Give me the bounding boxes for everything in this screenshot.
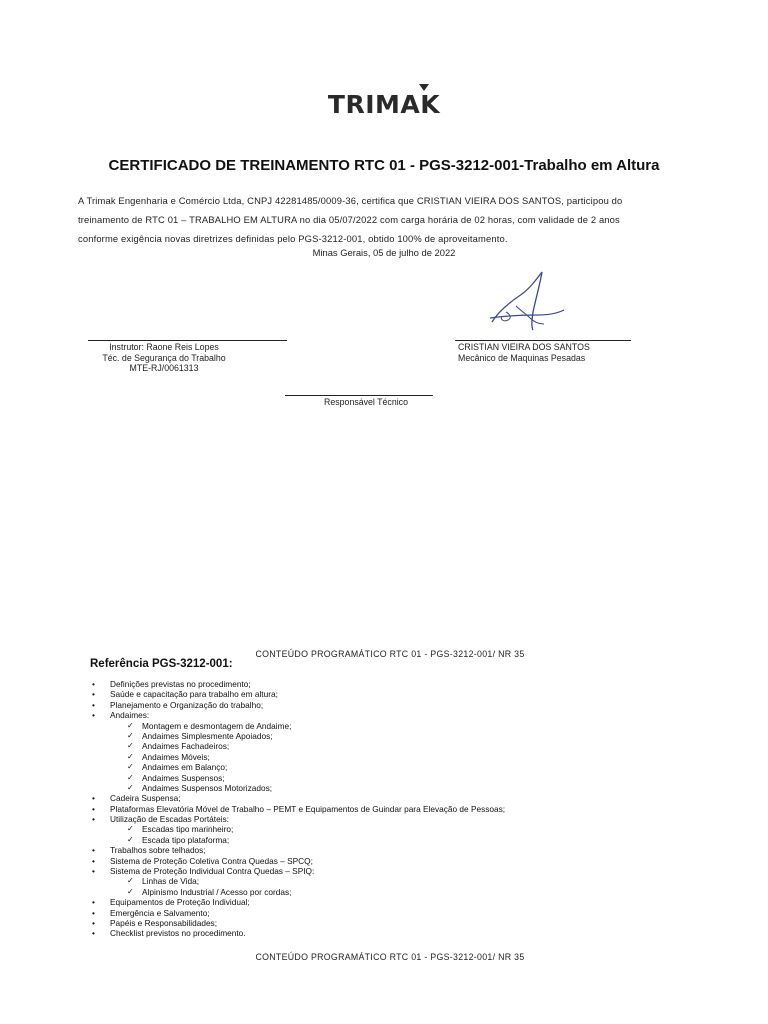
list-item-text: Trabalhos sobre telhados; [110,845,206,856]
list-item-text: Andaimes Suspensos Motorizados; [142,782,273,793]
instructor-signature-block [64,342,264,374]
instructor-role: Téc. de Segurança do Trabalho [102,352,226,363]
bullet-icon: • [92,699,95,710]
list-item-text: Papéis e Responsabilidades; [110,917,218,928]
list-item [88,752,505,762]
list-item [88,721,505,731]
logo-accent-icon [419,84,429,91]
list-item [88,700,505,710]
list-item-text: Checklist previstos no procedimento. [110,928,246,939]
bullet-icon: • [92,793,95,804]
logo-text: TRIMAK [327,90,441,119]
list-item [88,866,505,876]
list-item [88,897,505,907]
list-item [88,928,505,938]
list-item-text: Andaimes Simplesmente Apoiados; [142,730,273,741]
instructor-signature-line [88,340,287,341]
list-item [88,845,505,855]
bullet-icon: • [92,710,95,721]
participant-signature-line [455,340,631,341]
list-item [88,741,505,751]
list-item [88,887,505,897]
list-item [88,689,505,699]
check-icon: ✓ [127,834,134,844]
list-item-text: Escada tipo plataforma; [142,834,230,845]
bullet-icon: • [92,689,95,700]
list-item-text: Cadeira Suspensa; [110,793,181,804]
company-logo [0,90,768,119]
bullet-icon: • [92,907,95,918]
list-item-text: Definições previstas no procedimento; [110,679,251,689]
check-icon: ✓ [127,751,134,761]
check-icon: ✓ [127,762,134,772]
technical-signature-block [266,397,466,408]
bullet-icon: • [92,917,95,928]
check-icon: ✓ [127,886,134,896]
paragraph-line: treinamento de RTC 01 – TRABALHO EM ALTURA no dia 05/07/2022 com carga horária de 02 horas, com validade de 2 anos [78,214,620,225]
bullet-icon: • [92,866,95,877]
bullet-icon: • [92,897,95,908]
check-icon: ✓ [127,824,134,834]
certificate-paragraph [78,191,653,248]
list-item-text: Montagem e desmontagem de Andaime; [142,720,292,731]
list-item [88,804,505,814]
list-item [88,679,505,689]
list-item-text: Sistema de Proteção Coletiva Contra Quedas – SPCQ; [110,855,313,866]
list-item-text: Andaimes em Balanço; [142,762,228,773]
list-item [88,773,505,783]
program-heading: CONTEÚDO PROGRAMÁTICO RTC 01 - PGS-3212-001/ NR 35 [255,649,525,659]
bullet-icon: • [92,928,95,939]
bullet-icon: • [92,679,95,689]
instructor-name: Instrutor: Raone Reis Lopes [109,342,219,352]
check-icon: ✓ [127,730,134,740]
list-item-text: Plataformas Elevatória Móvel de Trabalho – PEMT e Equipamentos de Guindar para Elevação de Pessoas; [110,803,506,814]
list-item [88,783,505,793]
technical-signature-line [285,395,433,396]
check-icon: ✓ [127,772,134,782]
handwritten-signature [486,268,566,334]
list-item-text: Andaimes Suspensos; [142,772,225,783]
certificate-title: CERTIFICADO DE TREINAMENTO RTC 01 - PGS-3212-001-Trabalho em Altura [108,157,660,174]
paragraph-line: conforme exigência novas diretrizes definidas pelo PGS-3212-001, obtido 100% de aproveitamento. [78,233,508,244]
technical-label: Responsável Técnico [324,397,408,407]
list-item-text: Alpinismo Industrial / Acesso por cordas; [142,886,292,897]
list-item [88,814,505,824]
list-item-text: Planejamento e Organização do trabalho; [110,699,264,710]
list-item-text: Emergência e Salvamento; [110,907,210,918]
list-item [88,876,505,886]
bullet-icon: • [92,814,95,825]
list-item-text: Andaimes Móveis; [142,751,210,762]
instructor-registration: MTE-RJ/0061313 [129,363,199,373]
list-item [88,710,505,720]
bullet-icon: • [92,845,95,856]
list-item-text: Sistema de Proteção Individual Contra Quedas – SPIQ: [110,866,315,877]
list-item [88,762,505,772]
list-item [88,731,505,741]
bullet-icon: • [92,855,95,866]
paragraph-line: A Trimak Engenharia e Comércio Ltda, CNPJ 42281485/0009-36, certifica que CRISTIAN VIEIRA DOS SANTOS, participou do [78,195,623,206]
list-item [88,908,505,918]
list-item-text: Escadas tipo marinheiro; [142,824,234,835]
list-item-text: Andaimes Fachadeiros; [142,741,230,752]
program-list [88,679,505,939]
check-icon: ✓ [127,720,134,730]
list-item-text: Andaimes: [110,710,150,721]
check-icon: ✓ [127,876,134,886]
check-icon: ✓ [127,782,134,792]
bullet-icon: • [92,803,95,814]
participant-role: Mecânico de Maquinas Pesadas [458,352,586,363]
list-item-text: Utilização de Escadas Portáteis: [110,814,229,825]
list-item-text: Saúde e capacitação para trabalho em altura; [110,689,278,700]
list-item [88,918,505,928]
program-footer-heading: CONTEÚDO PROGRAMÁTICO RTC 01 - PGS-3212-001/ NR 35 [255,952,525,962]
check-icon: ✓ [127,741,134,751]
reference-title: Referência PGS-3212-001: [90,658,233,670]
list-item [88,824,505,834]
date-place: Minas Gerais, 05 de julho de 2022 [312,247,456,258]
list-item-text: Linhas de Vida; [142,876,200,887]
participant-signature-block [458,342,658,363]
list-item [88,856,505,866]
list-item [88,793,505,803]
list-item [88,835,505,845]
participant-name: CRISTIAN VIEIRA DOS SANTOS [458,342,590,352]
list-item-text: Equipamentos de Proteção Individual; [110,897,250,908]
